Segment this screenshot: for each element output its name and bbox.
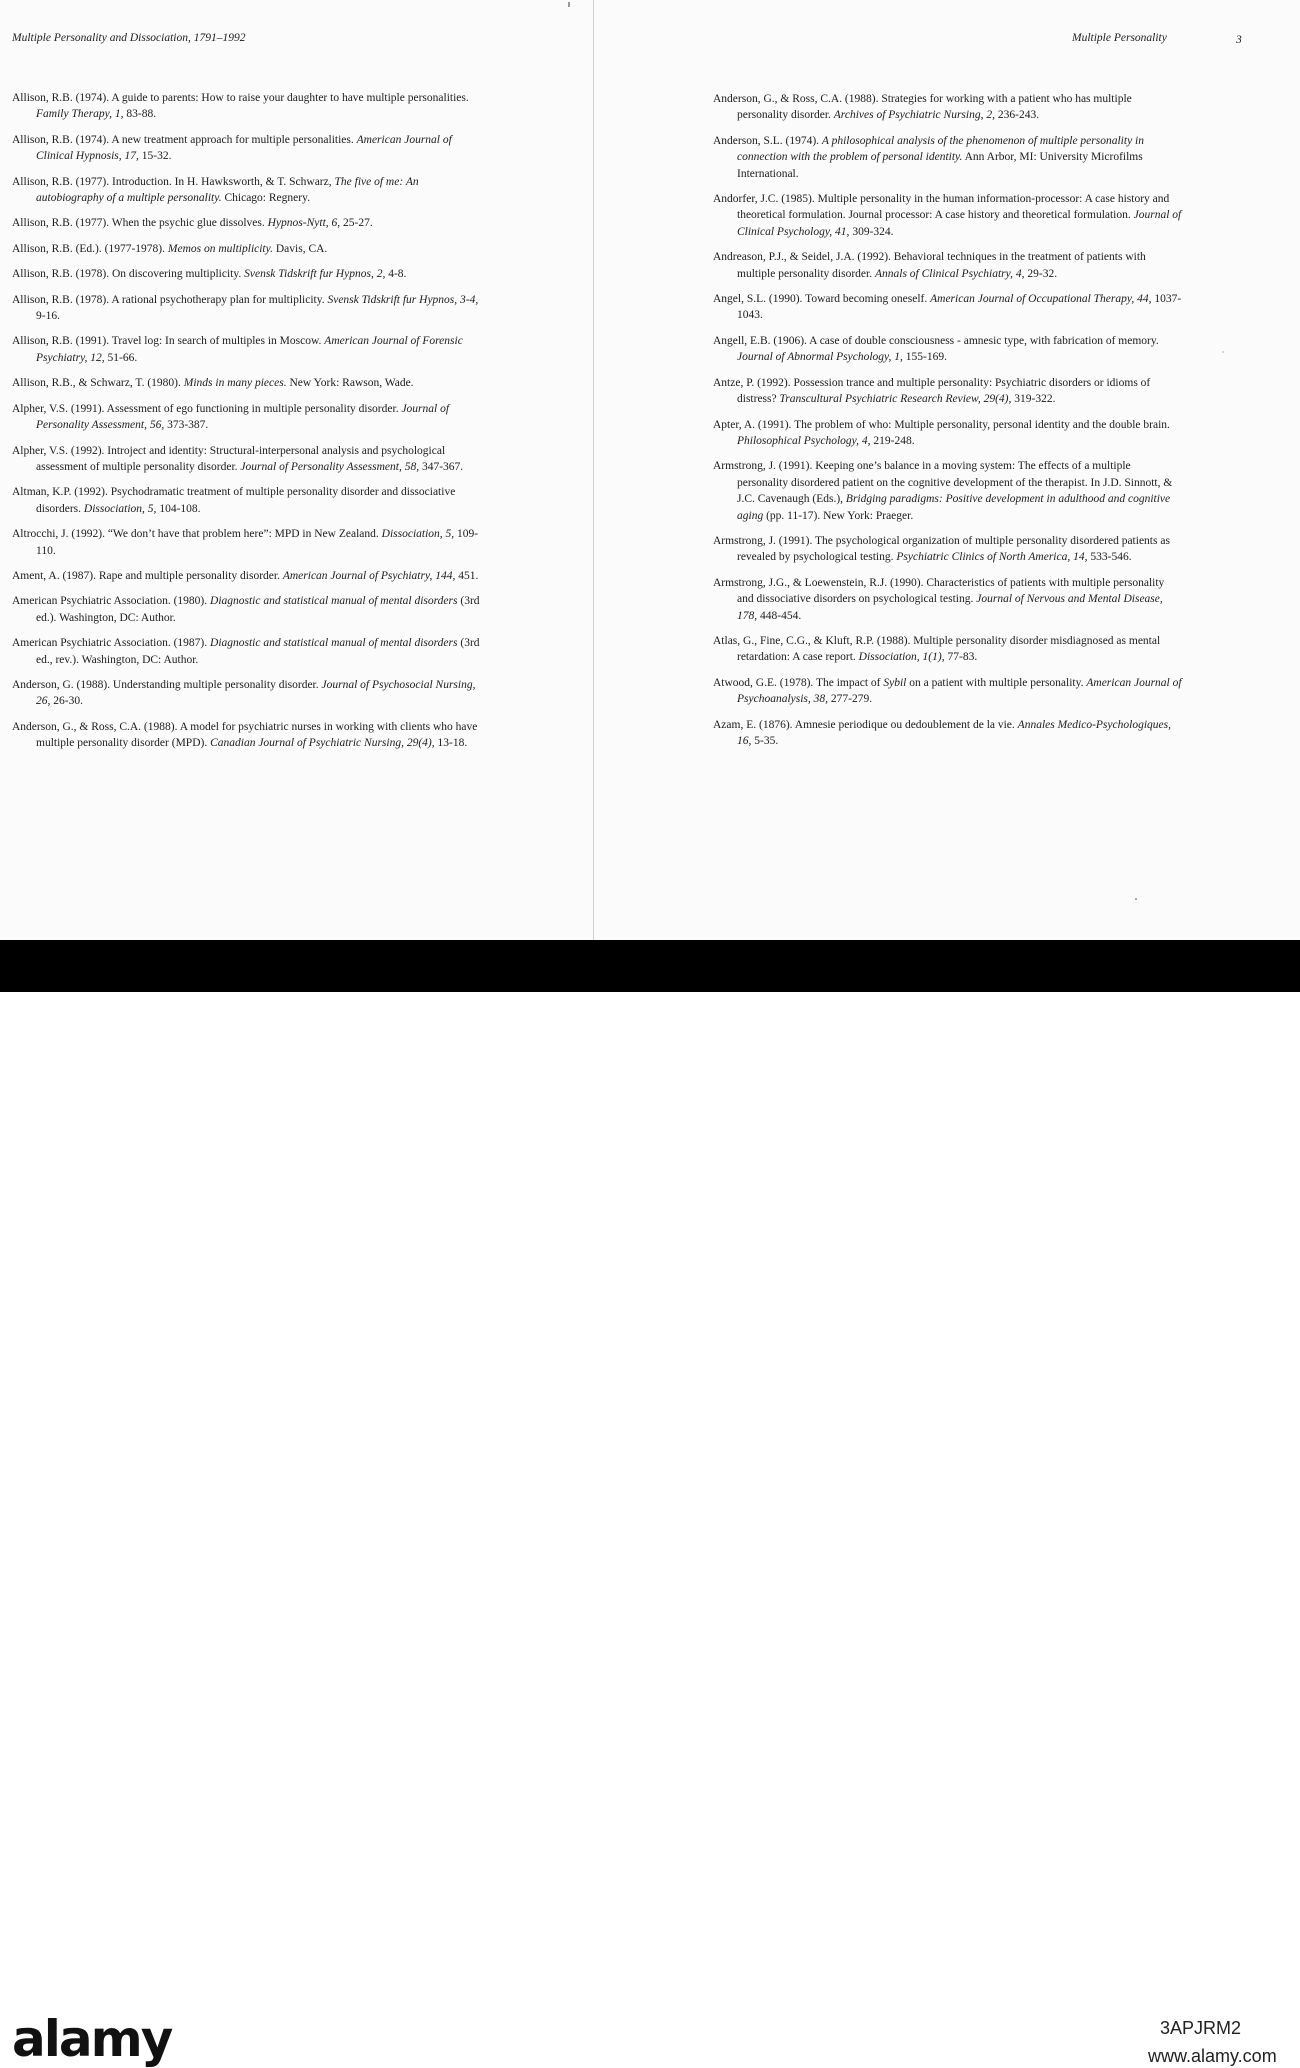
reference-entry [12,333,482,366]
reference-source: Dissociation, 1(1), [858,651,945,664]
reference-entry [12,132,482,165]
reference-text: Azam, E. (1876). Amnesie periodique ou dedoublement de la vie. [713,718,1018,731]
reference-text: Ament, A. (1987). Rape and multiple personality disorder. [12,569,283,582]
reference-entry [713,417,1183,450]
reference-text: American Psychiatric Association. (1987). [12,637,211,650]
reference-source: Bridging paradigms: Positive development in adulthood and cognitive aging [737,493,1171,522]
reference-text: 155-169. [902,351,947,364]
reference-source: The five of me: An autobiography of a multiple personality. [36,175,419,205]
reference-text: Chicago: Regnery. [221,192,310,205]
reference-entry [713,291,1183,324]
reference-source: Journal of Abnormal Psychology, 1, [737,351,903,364]
reference-entry [12,484,482,517]
reference-entry [713,575,1183,624]
reference-text: 51-66. [104,351,138,364]
reference-text: 5-35. [751,735,779,747]
reference-source: Family Therapy, 1, [36,108,124,121]
scan-border [0,940,1300,992]
reference-entry [713,717,1183,750]
reference-text: Allison, R.B. (1978). A rational psychotherapy plan for multiplicity. [12,293,328,306]
reference-list-left [12,90,482,761]
reference-text: Alpher, V.S. (1991). Assessment of ego functioning in multiple personality disorder. [12,402,402,415]
reference-text: Armstrong, J. (1991). The psychological organization of multiple personality disordered patients as revealed by psychological testing. [713,534,1170,564]
reference-text: 373-387. [164,419,209,432]
reference-text: Angel, S.L. (1990). Toward becoming oneself. [713,293,931,306]
scan-speck [1135,898,1137,900]
reference-text: Allison, R.B. (1977). When the psychic glue dissolves. [12,217,268,230]
reference-source: Dissociation, 5, [83,502,157,515]
watermark-bar [0,992,1300,2068]
page-number: 3 [1236,34,1242,46]
reference-entry [713,675,1183,708]
reference-source: Sybil [883,676,907,689]
reference-entry [713,533,1183,566]
watermark-url: www.alamy.com [1148,2046,1277,2066]
reference-entry [12,215,482,231]
reference-entry [12,174,482,207]
reference-text: Anderson, G., & Ross, C.A. (1988). Strategies for working with a patient who has multiple personality disorder. [713,93,1132,122]
reference-source: American Journal of Occupational Therapy, 44, [930,293,1152,306]
reference-text: 104-108. [156,502,201,515]
reference-text: (3rd ed., rev.). Washington, DC: Author. [36,637,480,666]
reference-text: 29-32. [1024,267,1058,280]
reference-text: 451. [455,569,479,582]
reference-text: (pp. 11-17). New York: Praeger. [763,509,914,522]
reference-text: Allison, R.B. (1974). A guide to parents: How to raise your daughter to have multiple personalities. [12,92,469,104]
scan-mark [568,2,570,7]
reference-text: Anderson, S.L. (1974). [713,134,822,147]
reference-text: 13-18. [434,737,468,750]
reference-source: A philosophical analysis of the phenomenon of multiple personality in connection with the problem of personal identity. [737,134,1145,164]
reference-text: Atlas, G., Fine, C.G., & Kluft, R.P. (1988). Multiple personality disorder misdiagnosed as mental retardation: A case report. [713,634,1161,664]
reference-source: Diagnostic and statistical manual of mental disorders [210,595,458,608]
reference-entry [12,443,482,476]
reference-text: Altman, K.P. (1992). Psychodramatic treatment of multiple personality disorder and dissociative disorders. [12,486,456,515]
reference-entry [12,568,482,584]
reference-text: Allison, R.B. (Ed.). (1977-1978). [12,242,168,255]
alamy-logo: alamy [12,2010,172,2068]
reference-text: New York: Rawson, Wade. [286,377,414,390]
reference-text: Allison, R.B. (1977). Introduction. In H. Hawksworth, & T. Schwarz, [12,175,335,188]
reference-text: 4-8. [385,268,407,281]
reference-entry [12,266,482,282]
reference-text: 347-367. [419,460,464,473]
reference-entry [12,593,482,626]
reference-text: on a patient with multiple personality. [906,676,1087,689]
reference-source: American Journal of Forensic Psychiatry, 12, [36,335,463,364]
reference-list-right [713,91,1183,758]
reference-source: Journal of Clinical Psychology, 41, [737,209,1182,238]
reference-entry [713,249,1183,282]
reference-text: Armstrong, J.G., & Loewenstein, R.J. (1990). Characteristics of patients with multiple personality and dissociative disorders on psychological testing. [713,576,1165,606]
reference-text: Andreason, P.J., & Seidel, J.A. (1992). Behavioral techniques in the treatment of patients with multiple personality disorder. [713,251,1146,280]
reference-text: American Psychiatric Association. (1980). [12,595,211,608]
reference-entry [12,292,482,325]
reference-entry [713,333,1183,366]
reference-text: 15-32. [138,150,172,163]
reference-text: 109-110. [36,528,479,557]
reference-entry [713,633,1183,666]
reference-text: Allison, R.B., & Schwarz, T. (1980). [12,377,184,390]
reference-source: Philosophical Psychology, 4, [737,434,871,447]
reference-text: Anderson, G. (1988). Understanding multiple personality disorder. [12,678,322,691]
reference-text: 1037-1043. [737,293,1182,322]
reference-entry [12,241,482,257]
reference-text: Alpher, V.S. (1992). Introject and identity: Structural-interpersonal analysis and psychological assessment of multiple personality disorder. [12,444,446,473]
scan-speck [1222,351,1224,353]
reference-entry [12,719,482,752]
reference-source: Minds in many pieces. [183,377,287,390]
reference-entry [12,526,482,559]
reference-text: 9-16. [36,310,60,323]
reference-text: 77-83. [944,651,978,664]
reference-source: Archives of Psychiatric Nursing, 2, [833,109,995,122]
reference-text: Altrocchi, J. (1992). “We don’t have that problem here”: MPD in New Zealand. [12,528,382,541]
reference-text: (3rd ed.). Washington, DC: Author. [36,595,480,624]
reference-entry [12,401,482,434]
reference-source: Transcultural Psychiatric Research Review, 29(4), [779,393,1012,406]
running-head-left: Multiple Personality and Dissociation, 1791–1992 [12,32,246,44]
reference-text: 219-248. [870,434,915,447]
reference-text: 319-322. [1011,393,1056,406]
reference-entry [713,375,1183,408]
reference-entry [12,677,482,710]
reference-text: Andorfer, J.C. (1985). Multiple personality in the human information-processor: A case history and theoretical formulation. Journal processor: A case history and theoretical formulation. [713,193,1170,222]
reference-text: Armstrong, J. (1991). Keeping one’s balance in a moving system: The effects of a multiple personality disordered patient on the cognitive development of the therapist. In J.D. Sinnott, & J.C. Cavenaugh (Eds.), [713,460,1173,506]
reference-text: 309-324. [849,225,894,238]
reference-text: 448-454. [757,609,802,622]
reference-text: 533-546. [1087,551,1132,564]
reference-source: Dissociation, 5, [381,528,455,541]
reference-text: 25-27. [340,217,373,230]
reference-entry [713,458,1183,524]
reference-entry [12,90,482,123]
reference-text: 236-243. [994,109,1040,122]
reference-text: Davis, CA. [272,242,328,255]
reference-source: Hypnos-Nytt, 6, [267,217,341,230]
reference-source: Svensk Tidskrift fur Hypnos, 3-4, [327,293,479,306]
reference-source: Memos on multiplicity. [167,242,273,255]
reference-text: Atwood, G.E. (1978). The impact of [713,676,884,689]
running-head-right: Multiple Personality [1072,32,1167,44]
reference-text: Ann Arbor, MI: University Microfilms International. [737,151,1143,180]
reference-source: Journal of Nervous and Mental Disease, 178, [737,593,1163,622]
image-id: 3APJRM2 [1160,2018,1242,2038]
page-gutter [593,0,594,940]
reference-entry [713,133,1183,182]
reference-source: Annals of Clinical Psychiatry, 4, [874,267,1025,280]
reference-text: Allison, R.B. (1991). Travel log: In search of multiples in Moscow. [12,335,325,348]
reference-text: 26-30. [50,695,83,708]
reference-source: Canadian Journal of Psychiatric Nursing, 29(4), [210,737,435,750]
reference-text: Allison, R.B. (1974). A new treatment approach for multiple personalities. [12,133,357,146]
reference-source: Diagnostic and statistical manual of mental disorders [210,637,458,650]
reference-source: Journal of Personality Assessment, 58, [240,460,420,473]
reference-source: Journal of Psychosocial Nursing, 26, [36,678,476,708]
reference-source: American Journal of Psychoanalysis, 38, [737,676,1182,706]
reference-source: Svensk Tidskrift fur Hypnos, 2, [244,268,386,281]
reference-text: 83-88. [123,108,157,121]
reference-text: 277-279. [828,693,873,706]
reference-text: Allison, R.B. (1978). On discovering multiplicity. [12,268,245,281]
reference-text: Antze, P. (1992). Possession trance and multiple personality: Psychiatric disorders or idioms of distress? [713,376,1151,406]
reference-source: Annales Medico-Psychologiques, 16, [737,718,1171,747]
reference-entry [12,375,482,391]
reference-source: American Journal of Psychiatry, 144, [282,569,456,582]
reference-source: American Journal of Clinical Hypnosis, 17, [36,133,452,163]
reference-entry [713,191,1183,240]
reference-source: Journal of Personality Assessment, 56, [36,402,450,432]
reference-text: Anderson, G., & Ross, C.A. (1988). A model for psychiatric nurses in working with clients who have multiple personality disorder (MPD). [12,720,478,750]
reference-text: Apter, A. (1991). The problem of who: Multiple personality, personal identity and the double brain. [713,418,1170,431]
reference-entry [12,635,482,668]
book-spread [0,0,1300,940]
reference-entry [713,91,1183,124]
reference-source: Psychiatric Clinics of North America, 14, [896,551,1088,564]
reference-text: Angell, E.B. (1906). A case of double consciousness - amnesic type, with fabrication of memory. [713,334,1159,347]
